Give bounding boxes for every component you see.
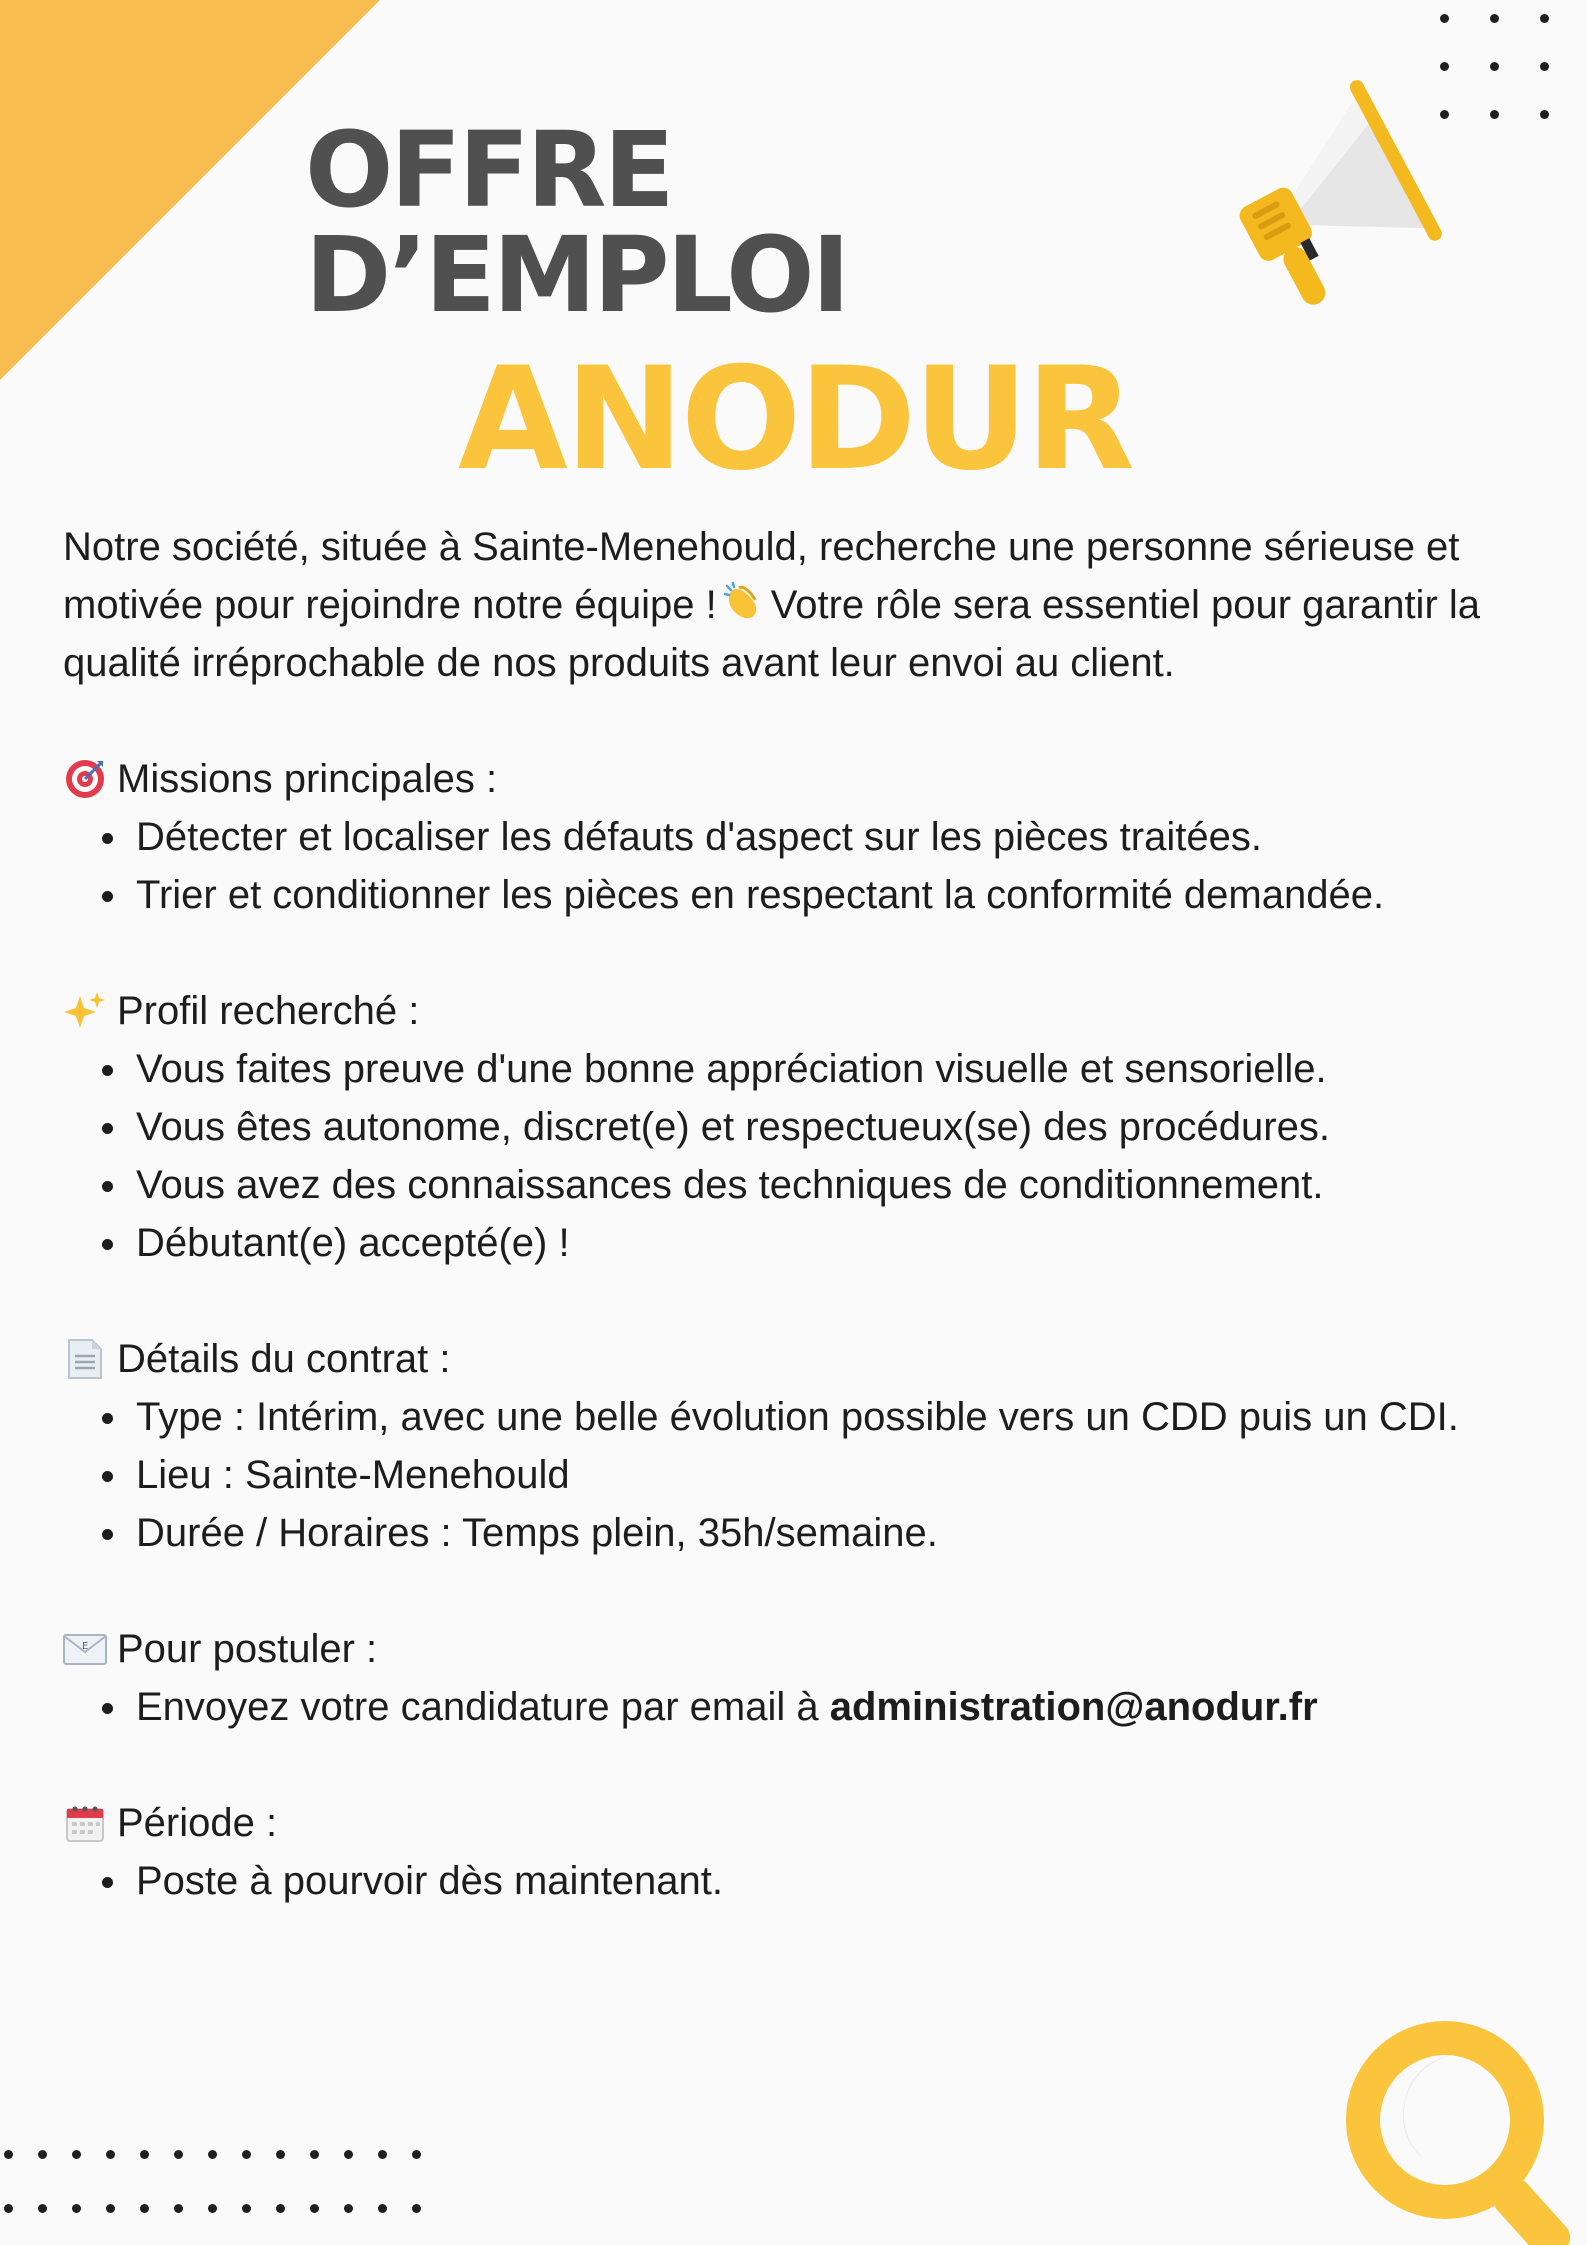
apply-section xyxy=(63,1620,1533,1736)
decorative-dot xyxy=(174,2204,183,2213)
apply-text: Envoyez votre candidature par email à xyxy=(136,1685,819,1729)
decorative-dot xyxy=(1540,110,1549,119)
missions-section xyxy=(63,750,1533,924)
intro-text-part1: Notre société, située à Sainte-Menehould, recherche une personne sérieuse et motivée pour rejoindre notre équipe ! xyxy=(63,525,1460,627)
svg-text:E: E xyxy=(82,1641,89,1652)
decorative-dot xyxy=(344,2150,353,2159)
decorative-dot xyxy=(72,2150,81,2159)
contract-section xyxy=(63,1330,1533,1562)
list-item: Poste à pourvoir dès maintenant. xyxy=(63,1852,1533,1910)
decorative-dot xyxy=(310,2204,319,2213)
profile-heading: Profil recherché : xyxy=(117,989,420,1033)
contract-heading: Détails du contrat : xyxy=(117,1337,451,1381)
decorative-dot xyxy=(412,2150,421,2159)
list-item: Trier et conditionner les pièces en respectant la conformité demandée. xyxy=(63,866,1533,924)
apply-list xyxy=(63,1678,1533,1736)
apply-heading: Pour postuler : xyxy=(117,1627,378,1671)
decorative-dot xyxy=(38,2204,47,2213)
decorative-dot xyxy=(1490,110,1499,119)
decorative-dot xyxy=(4,2204,13,2213)
job-description xyxy=(63,518,1533,1910)
list-item: Lieu : Sainte-Menehould xyxy=(63,1446,1533,1504)
period-heading: Période : xyxy=(117,1801,278,1845)
decorative-dot xyxy=(276,2150,285,2159)
decorative-dot xyxy=(1540,62,1549,71)
decorative-dot xyxy=(208,2150,217,2159)
profile-section xyxy=(63,982,1533,1272)
envelope-icon xyxy=(63,1627,107,1671)
decorative-dot xyxy=(378,2204,387,2213)
decorative-dot xyxy=(378,2150,387,2159)
sparkles-icon xyxy=(63,989,107,1033)
target-icon xyxy=(63,757,107,801)
decorative-dot xyxy=(242,2150,251,2159)
decorative-dot xyxy=(1490,62,1499,71)
decorative-dot xyxy=(344,2204,353,2213)
decorative-dot xyxy=(140,2204,149,2213)
decorative-dot xyxy=(412,2204,421,2213)
decorative-dot xyxy=(276,2204,285,2213)
title-line-1: OFFRE xyxy=(305,109,672,231)
intro-text-part2: Votre rôle sera essentiel pour garantir la qualité irréprochable de nos produits avant leur envoi au client. xyxy=(63,583,1481,685)
list-item: Vous faites preuve d'une bonne appréciation visuelle et sensorielle. xyxy=(63,1040,1533,1098)
title-line-2: D’EMPLOI xyxy=(305,214,848,336)
megaphone-icon xyxy=(1170,55,1460,345)
email-link[interactable]: administration@anodur.fr xyxy=(829,1685,1318,1729)
list-item: Vous avez des connaissances des techniques de conditionnement. xyxy=(63,1156,1533,1214)
list-item: Durée / Horaires : Temps plein, 35h/semaine. xyxy=(63,1504,1533,1562)
missions-list xyxy=(63,808,1533,924)
intro-paragraph xyxy=(63,518,1533,692)
missions-heading: Missions principales : xyxy=(117,757,498,801)
list-item: Débutant(e) accepté(e) ! xyxy=(63,1214,1533,1272)
period-section xyxy=(63,1794,1533,1910)
profile-list xyxy=(63,1040,1533,1272)
decorative-dot xyxy=(208,2204,217,2213)
decorative-dot xyxy=(1540,14,1549,23)
decorative-dot xyxy=(1440,14,1449,23)
list-item: Vous êtes autonome, discret(e) et respectueux(se) des procédures. xyxy=(63,1098,1533,1156)
list-item xyxy=(63,1678,1533,1736)
contract-list xyxy=(63,1388,1533,1562)
company-name: ANODUR xyxy=(458,337,1132,502)
decorative-dot xyxy=(140,2150,149,2159)
magnifier-icon xyxy=(1345,2010,1587,2245)
decorative-dot xyxy=(38,2150,47,2159)
decorative-dot xyxy=(106,2150,115,2159)
list-item: Type : Intérim, avec une belle évolution possible vers un CDD puis un CDI. xyxy=(63,1388,1533,1446)
decorative-dot xyxy=(72,2204,81,2213)
calendar-icon xyxy=(63,1801,107,1845)
decorative-dot xyxy=(310,2150,319,2159)
clapping-hands-icon xyxy=(721,580,765,624)
list-item: Détecter et localiser les défauts d'aspect sur les pièces traitées. xyxy=(63,808,1533,866)
decorative-dot xyxy=(242,2204,251,2213)
decorative-dot xyxy=(1490,14,1499,23)
decorative-dot xyxy=(4,2150,13,2159)
period-list xyxy=(63,1852,1533,1910)
decorative-dot xyxy=(174,2150,183,2159)
decorative-dot xyxy=(106,2204,115,2213)
page-title xyxy=(305,109,848,336)
document-icon xyxy=(63,1337,107,1381)
